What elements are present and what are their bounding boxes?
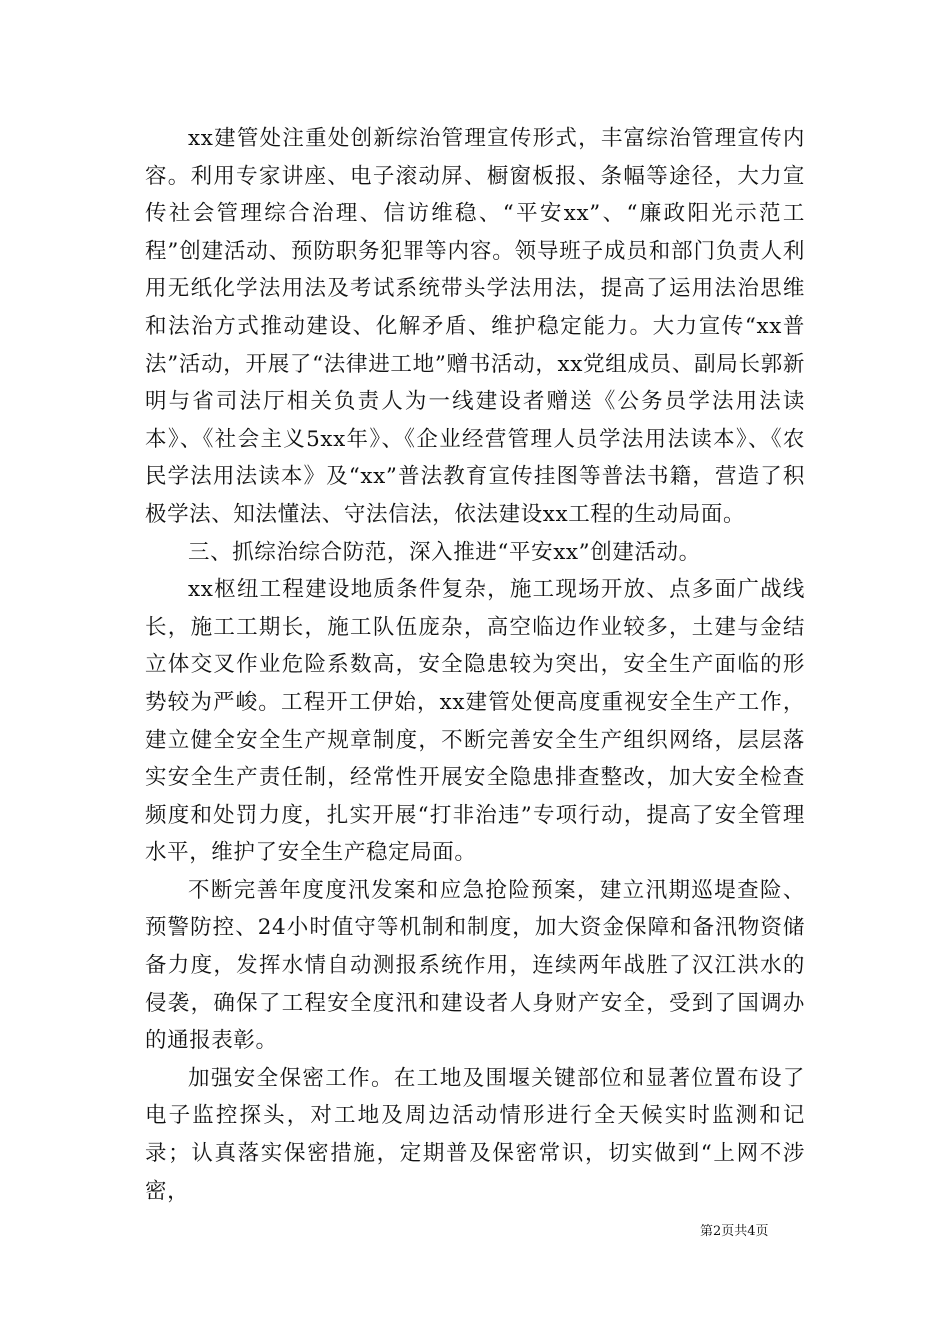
section-heading-three: 三、抓综治综合防范，深入推进“平安xx”创建活动。 — [188, 539, 701, 565]
paragraph-flood-control: 不断完善年度度汛发案和应急抢险预案，建立汛期巡堤查险、预警防控、24小时值守等机制和制度，加大资金保障和备汛物资储备力度，发挥水情自动测报系统作用，连续两年战胜了汉江洪水的侵袭，确保了工程安全度汛和建设者人身财产安全，受到了国调办的通报表彰。 — [145, 877, 805, 1054]
paragraph-publicity: xx建管处注重处创新综治管理宣传形式，丰富综治管理宣传内容。利用专家讲座、电子滚动屏、橱窗板报、条幅等途径，大力宣传社会管理综合治理、信访维稳、“平安xx”、“廉政阳光示范工程”创建活动、预防职务犯罪等内容。领导班子成员和部门负责人利用无纸化学法用法及考试系统带头学法用法，提高了运用法治思维和法治方式推动建设、化解矛盾、维护稳定能力。大力宣传“xx普法”活动，开展了“法律进工地”赠书活动，xx党组成员、副局长郭新明与省司法厅相关负责人为一线建设者赠送《公务员学法用法读本》、《社会主义5xx年》、《企业经营管理人员学法用法读本》、《农民学法用法读本》及“xx”普法教育宣传挂图等普法书籍，营造了积极学法、知法懂法、守法信法，依法建设xx工程的生动局面。 — [145, 126, 805, 527]
paragraph-security-secrecy: 加强安全保密工作。在工地及围堰关键部位和显著位置布设了电子监控探头，对工地及周边活动情形进行全天候实时监测和记录；认真落实保密措施，定期普及保密常识，切实做到“上网不涉密， — [145, 1065, 805, 1204]
paragraph-safety-production: xx枢纽工程建设地质条件复杂，施工现场开放、点多面广战线长，施工工期长，施工队伍庞杂，高空临边作业较多，土建与金结立体交叉作业危险系数高，安全隐患较为突出，安全生产面临的形势较为严峻。工程开工伊始，xx建管处便高度重视安全生产工作，建立健全安全生产规章制度，不断完善安全生产组织网络，层层落实安全生产责任制，经常性开展安全隐患排查整改，加大安全检查频度和处罚力度，扎实开展“打非治违”专项行动，提高了安全管理水平，维护了安全生产稳定局面。 — [145, 577, 805, 866]
document-body — [145, 120, 805, 1210]
page-number: 第2页共4页 — [700, 1224, 769, 1239]
